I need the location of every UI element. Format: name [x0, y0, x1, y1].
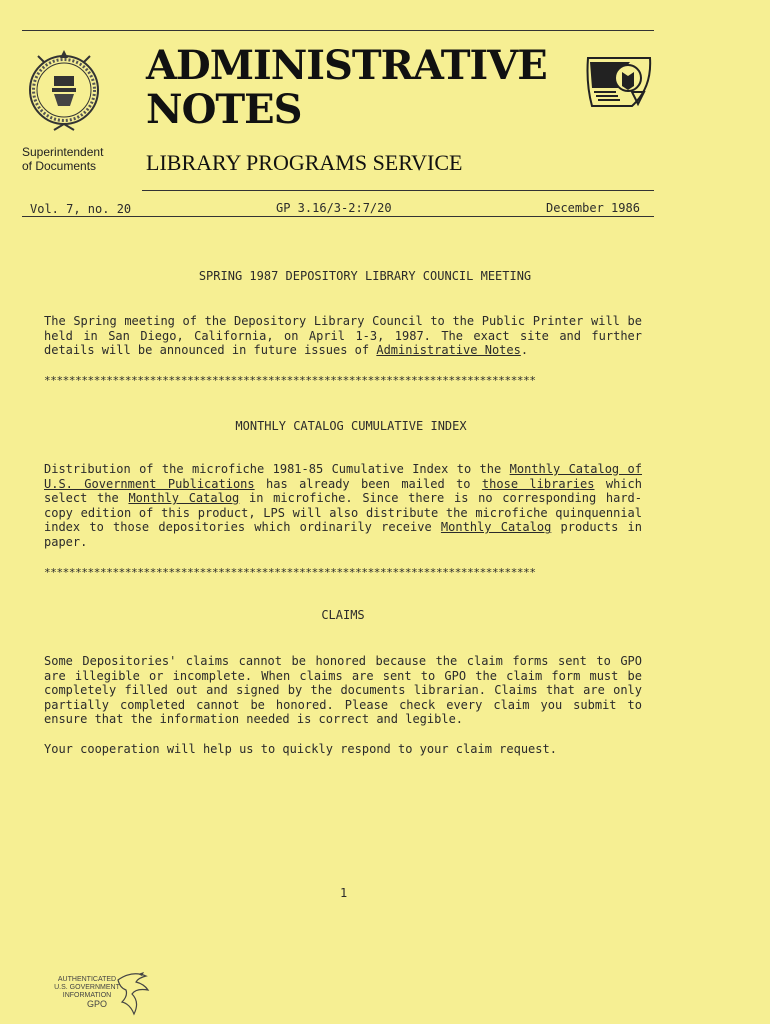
masthead-subtitle: LIBRARY PROGRAMS SERVICE: [146, 150, 463, 175]
catalog-text-3: which select the: [44, 476, 642, 506]
issue-date: December 1986: [546, 201, 640, 215]
council-text-end: .: [520, 343, 529, 358]
issue-volume: Vol. 7, no. 20: [30, 202, 132, 216]
agency-name: [22, 145, 103, 173]
catalog-text-1: Distribution of the microfiche 1981-85 Cumulative Index to the: [44, 462, 510, 476]
catalog-text-5: products in paper.: [44, 520, 642, 549]
superintendent-seal-icon: [24, 42, 104, 138]
separator: *******************************************************************************: [44, 374, 536, 387]
catalog-text-4: in microfiche. Since there is no corresponding hard-copy edition of this product, LPS will also distribute the microfiche quinquennial index to those depositories which ordinarily receive: [44, 491, 643, 535]
masthead-rule: [142, 190, 654, 191]
gpo-logo-line-3: INFORMATION: [62, 992, 112, 999]
catalog-title-ref-3: Monthly Catalog: [440, 520, 552, 535]
gpo-logo-line-2: U.S. GOVERNMENT: [54, 984, 120, 991]
council-text: The Spring meeting of the Depository Library Council to the Public Printer will be held in San Diego, California, on April 1-3, 1987. The exact site and further details will be announced in future issues of: [44, 314, 642, 358]
agency-line-1: Superintendent: [22, 145, 104, 159]
page-number: 1: [340, 886, 348, 900]
section-heading-council-meeting: SPRING 1987 DEPOSITORY LIBRARY COUNCIL MEETING: [198, 269, 532, 283]
separator-2: *******************************************************************************: [44, 566, 536, 579]
catalog-libraries-ref: those libraries: [481, 476, 595, 491]
publication-title: Administrative Notes: [376, 343, 521, 358]
section-heading-monthly-catalog: MONTHLY CATALOG CUMULATIVE INDEX: [235, 419, 467, 433]
depository-library-emblem-icon: [582, 48, 656, 114]
section-body-claims: Some Depositories' claims cannot be honored because the claim forms sent to GPO are illegible or incomplete. When claims are sent to GPO the claim form must be completely filled out and signed by the documents librarian. Claims that are only partially completed cannot be honored. Please check every claim you submit to ensure that the information needed is correct and legible.: [44, 654, 642, 727]
catalog-title-ref-2: Monthly Catalog: [128, 491, 240, 506]
section-body-council-meeting: [44, 314, 642, 358]
section-heading-claims: CLAIMS: [321, 608, 365, 622]
gpo-logo-line-4: GPO: [86, 999, 107, 1009]
catalog-text-2: has already been mailed to: [254, 476, 482, 491]
eagle-icon: [114, 968, 152, 1018]
agency-line-2: of Documents: [22, 159, 97, 173]
top-rule: [22, 30, 654, 31]
masthead-title-line-2: NOTES: [146, 86, 302, 133]
section-body-monthly-catalog: [44, 462, 642, 550]
masthead-title-line-1: ADMINISTRATIVE: [146, 42, 547, 89]
issue-gp-number: GP 3.16/3-2:7/20: [276, 201, 392, 215]
section-body-claims-closing: Your cooperation will help us to quickly respond to your claim request.: [44, 742, 557, 756]
catalog-title-ref: Monthly Catalog of U.S. Government Publications: [44, 462, 642, 491]
gpo-logo-line-1: AUTHENTICATED: [57, 976, 117, 983]
issue-rule: [22, 216, 654, 217]
